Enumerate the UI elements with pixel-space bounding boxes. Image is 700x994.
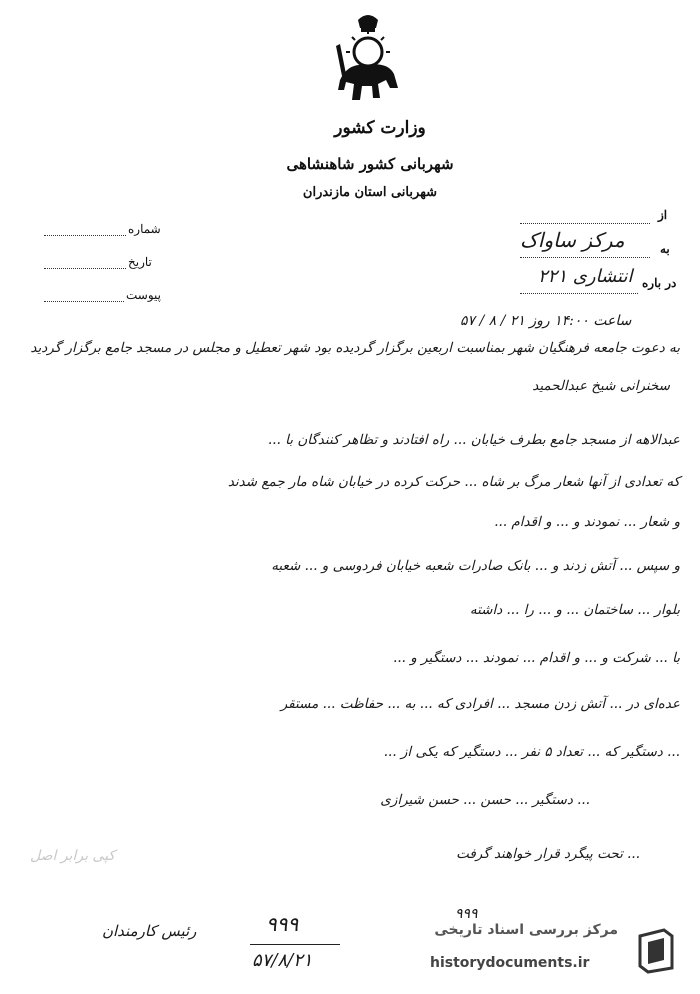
body-line: سخنرانی شیخ عبدالحمید: [532, 378, 670, 394]
date-label: تاریخ: [128, 255, 152, 269]
body-line: و سپس ... آتش زدند و ... بانک صادرات شعبه خیابان فردوسی و ... شعبه: [271, 558, 680, 574]
signature: رئیس کارمندان: [102, 922, 197, 940]
to-field: [520, 256, 650, 258]
attachment-field: [44, 300, 124, 302]
body-line: و شعار ... نمودند و ... و اقدام ...: [494, 514, 680, 530]
body-line: که تعدادی از آنها شعار مرگ بر شاه ... حرکت کرده در خیابان شاه مار جمع شدند: [227, 474, 680, 490]
date-field: [44, 267, 126, 269]
to-value: مرکز ساواک: [520, 228, 625, 252]
body-line: به دعوت جامعه فرهنگیان شهر بمناسبت اربعین برگزار گردیده بود شهر تعطیل و مجلس در مسجد جامع برگزار گردید: [30, 340, 680, 356]
footer-number: ۹۹۹: [266, 912, 299, 936]
footer-small-number: ۹۹۹: [455, 906, 478, 922]
body-line: بلوار ... ساختمان ... و ... را ... داشته: [469, 602, 680, 618]
attachment-label: پیوست: [126, 288, 161, 302]
number-label: شماره: [128, 222, 161, 236]
number-field: [44, 234, 126, 236]
body-line: عبدالاهه از مسجد جامع بطرف خیابان ... راه افتادند و تظاهر کنندگان با ...: [268, 432, 680, 448]
body-date-line: ساعت ۱۴:۰۰ روز ۲۱ / ۸ / ۵۷: [460, 313, 632, 329]
subject-field: [520, 292, 638, 294]
body-line: ... دستگیر ... حسن ... حسن شیرازی: [380, 792, 590, 808]
faded-stamp-text: کپی برابر اصل: [30, 848, 115, 864]
department-title: شهربانی کشور شاهنشاهی: [286, 155, 454, 173]
subject-value: انتشاری ۲۲۱: [538, 266, 633, 287]
footer-date: ۵۷/۸/۲۱: [252, 950, 313, 971]
body-line: ... تحت پیگرد قرار خواهند گرفت: [456, 846, 640, 862]
from-label: از: [658, 208, 668, 222]
ministry-title: وزارت کشور: [334, 118, 426, 138]
to-label: به: [660, 242, 670, 256]
lion-and-sun-emblem: [328, 10, 408, 110]
body-line: ... دستگیر که ... تعداد ۵ نفر ... دستگیر که یکی از ...: [383, 744, 680, 760]
watermark-url: historydocuments.ir: [430, 955, 590, 971]
body-line: با ... شرکت و ... و اقدام ... نمودند ... دستگیر و ...: [393, 650, 680, 666]
watermark-name: مرکز بررسی اسناد تاریخی: [434, 922, 618, 938]
from-field: [520, 222, 650, 224]
body-line: عده‌ای در ... آتش زدن مسجد ... افرادی که ... به ... حفاظت ... مستقر: [280, 696, 680, 712]
archive-book-icon: [634, 926, 678, 974]
province-title: شهربانی استان مازندران: [302, 185, 438, 200]
fraction-divider: [250, 944, 340, 945]
subject-label: در باره: [642, 276, 677, 290]
